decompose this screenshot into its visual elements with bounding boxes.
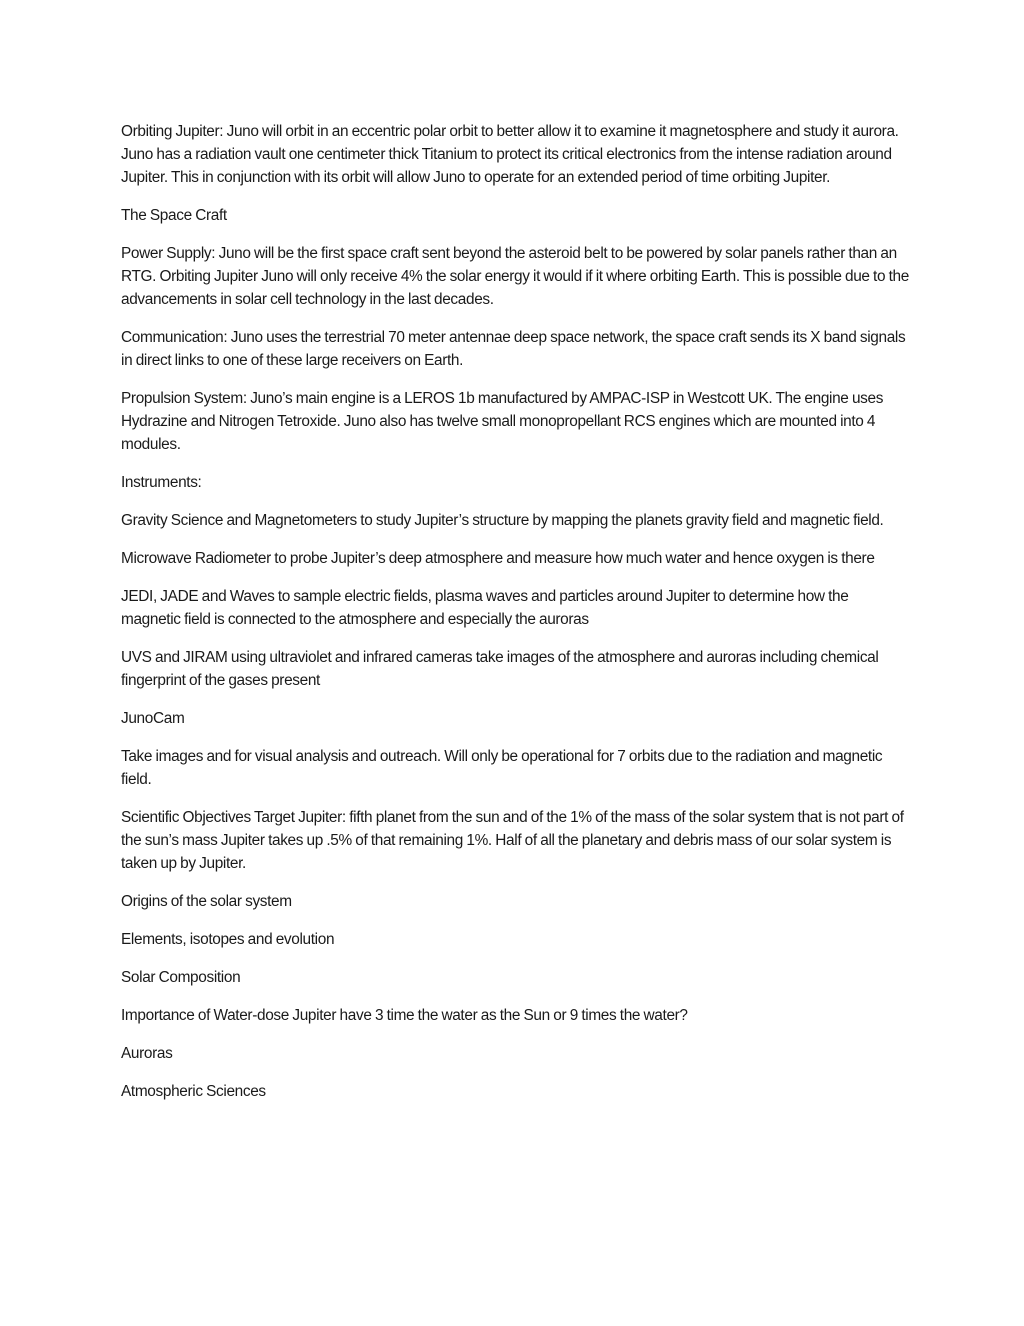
heading-instruments: Instruments: xyxy=(121,474,202,491)
paragraph-power-supply: Power Supply: Juno will be the first space craft sent beyond the asteroid belt to be powered by solar panels rather than an RTG. Orbiting Jupiter Juno will only receive 4% the solar energy it would if it where orbiting Earth. This is possible due to the advancements in solar cell technology in the last decades. xyxy=(121,245,909,308)
paragraph-junocam-images: Take images and for visual analysis and outreach. Will only be operational for 7 orbits due to the radiation and magnetic field. xyxy=(121,748,883,788)
paragraph-propulsion-system: Propulsion System: Juno’s main engine is a LEROS 1b manufactured by AMPAC-ISP in Westcott UK. The engine uses Hydrazine and Nitrogen Tetroxide. Juno also has twelve small monopropellant RCS engines which are mounted into 4 modules. xyxy=(121,390,884,453)
paragraph-uvs-jiram: UVS and JIRAM using ultraviolet and infrared cameras take images of the atmosphere and auroras including chemical fingerprint of the gases present xyxy=(121,649,879,689)
paragraph-gravity-science: Gravity Science and Magnetometers to study Jupiter’s structure by mapping the planets gravity field and magnetic field. xyxy=(121,512,884,529)
paragraph-microwave-radiometer: Microwave Radiometer to probe Jupiter’s deep atmosphere and measure how much water and hence oxygen is there xyxy=(121,550,875,567)
paragraph-jedi-jade-waves: JEDI, JADE and Waves to sample electric fields, plasma waves and particles around Jupiter to determine how the magnetic field is connected to the atmosphere and especially the auroras xyxy=(121,588,849,628)
document-body xyxy=(121,120,911,1118)
list-item-solar-composition: Solar Composition xyxy=(121,969,241,986)
list-item-atmospheric-sciences: Atmospheric Sciences xyxy=(121,1083,266,1100)
paragraph-communication: Communication: Juno uses the terrestrial 70 meter antennae deep space network, the space craft sends its X band signals in direct links to one of these large receivers on Earth. xyxy=(121,329,906,369)
list-item-elements: Elements, isotopes and evolution xyxy=(121,931,335,948)
paragraph-orbiting-jupiter: Orbiting Jupiter: Juno will orbit in an eccentric polar orbit to better allow it to examine it magnetosphere and study it aurora. Juno has a radiation vault one centimeter thick Titanium to protect its critical electronics from the intense radiation around Jupiter. This in conjunction with its orbit will allow Juno to operate for an extended period of time orbiting Jupiter. xyxy=(121,123,899,186)
list-item-origins: Origins of the solar system xyxy=(121,893,292,910)
paragraph-scientific-objectives: Scientific Objectives Target Jupiter: fifth planet from the sun and of the 1% of the mass of the solar system that is not part of the sun’s mass Jupiter takes up .5% of that remaining 1%. Half of all the planetary and debris mass of our solar system is taken up by Jupiter. xyxy=(121,809,904,872)
heading-junocam: JunoCam xyxy=(121,710,185,727)
heading-space-craft: The Space Craft xyxy=(121,207,227,224)
list-item-auroras: Auroras xyxy=(121,1045,173,1062)
list-item-importance-of-water: Importance of Water-dose Jupiter have 3 time the water as the Sun or 9 times the water? xyxy=(121,1007,688,1024)
